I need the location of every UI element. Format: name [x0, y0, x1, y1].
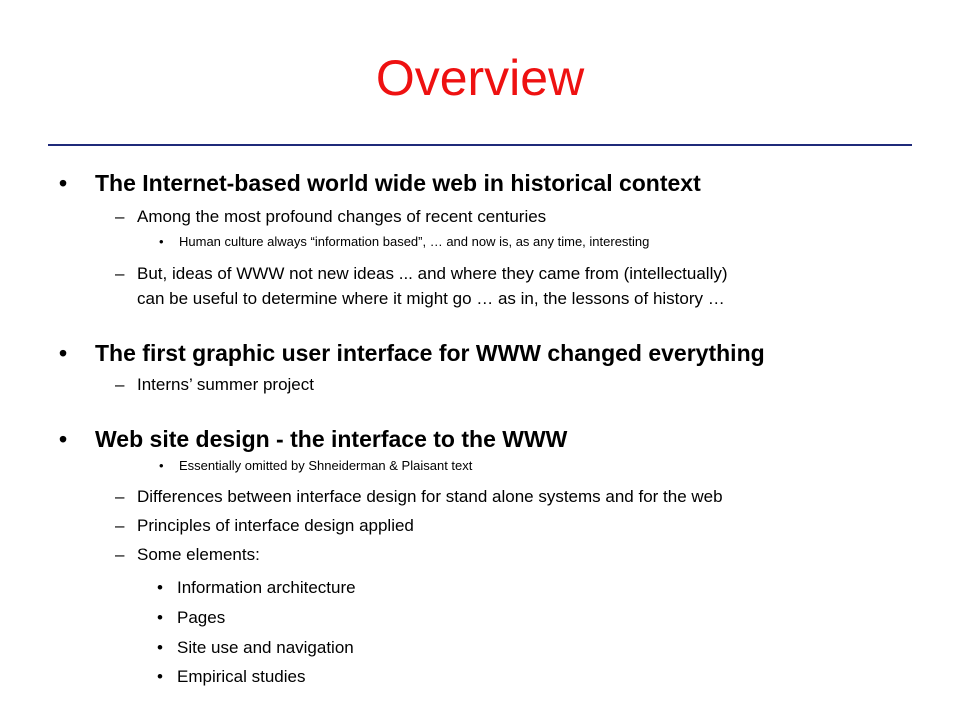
- bullet-marker: •: [157, 667, 163, 686]
- subsubitem-human-culture: [159, 234, 650, 250]
- element-information-architecture: [157, 577, 356, 599]
- subsubitem-omitted-by-text: [159, 458, 473, 474]
- bullet-marker: •: [157, 578, 163, 597]
- subitem-text: Among the most profound changes of recent centuries: [137, 207, 547, 226]
- title-divider: [48, 144, 912, 146]
- bullet-text: Web site design - the interface to the WWW: [95, 426, 568, 452]
- element-text: Pages: [177, 608, 226, 627]
- subitem-some-elements: [115, 544, 260, 566]
- subitem-differences: [115, 486, 723, 508]
- bullet-internet-history: [59, 169, 701, 197]
- subitem-text: Interns’ summer project: [137, 375, 314, 394]
- bullet-marker: •: [59, 170, 68, 196]
- dash-marker: –: [115, 545, 125, 564]
- subitem-principles: [115, 515, 414, 537]
- subsubitem-text: Human culture always “information based”, … and now is, as any time, interesting: [179, 234, 650, 249]
- bullet-marker: •: [59, 426, 68, 452]
- bullet-web-site-design: [59, 425, 568, 453]
- element-pages: [157, 607, 226, 629]
- subitem-text: Principles of interface design applied: [137, 516, 414, 535]
- subitem-text: Some elements:: [137, 545, 260, 564]
- slide-title: Overview: [375, 50, 585, 106]
- element-text: Information architecture: [177, 578, 356, 597]
- element-empirical-studies: [157, 666, 306, 688]
- element-text: Empirical studies: [177, 667, 306, 686]
- bullet-marker: •: [159, 234, 164, 249]
- bullet-marker: •: [157, 608, 163, 627]
- dash-marker: –: [115, 207, 125, 226]
- subitem-text: But, ideas of WWW not new ideas ... and where they came from (intellectually): [137, 264, 728, 283]
- subsubitem-text: Essentially omitted by Shneiderman & Plaisant text: [179, 458, 473, 473]
- bullet-marker: •: [59, 340, 68, 366]
- subitem-profound-changes: [115, 206, 547, 228]
- subitem-text: can be useful to determine where it might go … as in, the lessons of history …: [137, 289, 725, 308]
- bullet-marker: •: [157, 638, 163, 657]
- dash-marker: –: [115, 264, 125, 283]
- dash-marker: –: [115, 516, 125, 535]
- dash-marker: –: [115, 487, 125, 506]
- element-site-use-navigation: [157, 637, 354, 659]
- bullet-first-gui: [59, 339, 765, 367]
- element-text: Site use and navigation: [177, 638, 354, 657]
- subitem-ideas-of-www: [115, 263, 728, 285]
- subitem-text: Differences between interface design for stand alone systems and for the web: [137, 487, 723, 506]
- dash-marker: –: [115, 375, 125, 394]
- bullet-text: The first graphic user interface for WWW changed everything: [95, 340, 765, 366]
- subitem-interns-project: [115, 374, 314, 396]
- subitem-ideas-of-www-continued: [137, 288, 725, 310]
- bullet-text: The Internet-based world wide web in historical context: [95, 170, 701, 196]
- bullet-marker: •: [159, 458, 164, 473]
